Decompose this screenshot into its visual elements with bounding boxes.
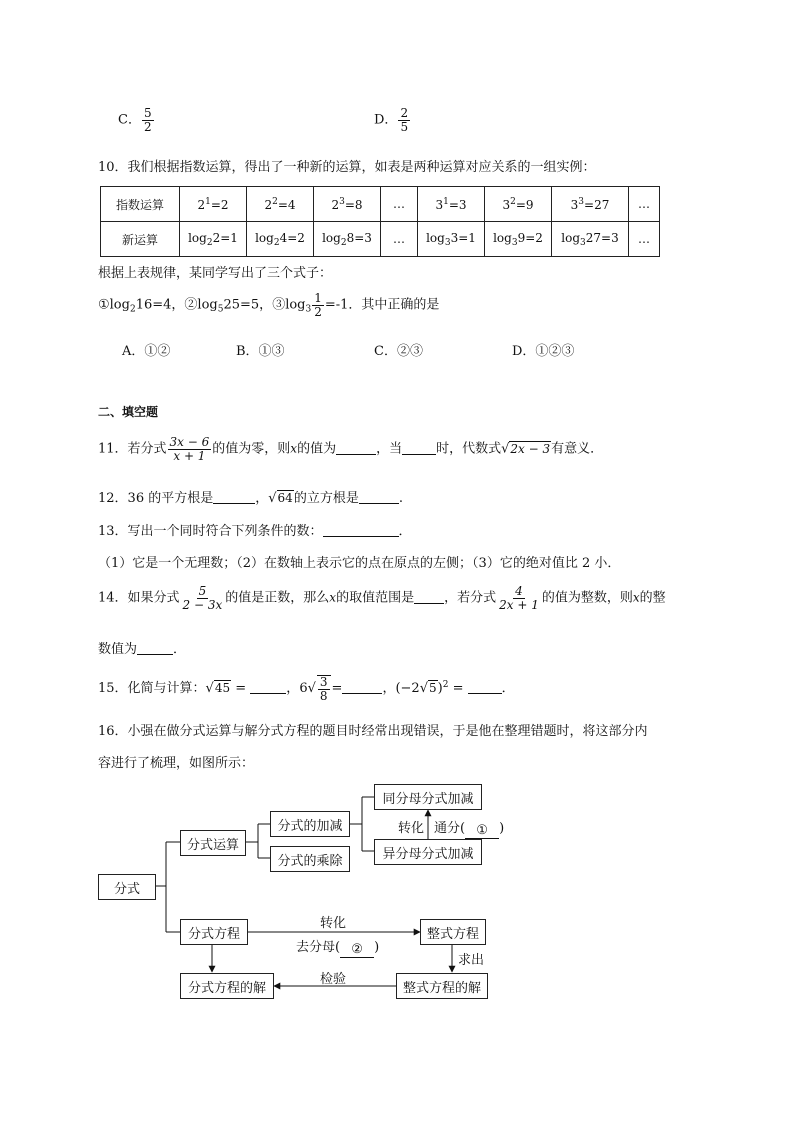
diagram-solve-label: 求出 bbox=[458, 953, 485, 968]
diagram-convert-label-2: 转化 bbox=[320, 916, 347, 931]
qufenmu-close: ) bbox=[374, 940, 380, 955]
frac-denominator: x + 1 bbox=[173, 448, 206, 463]
frac-denominator: 2 bbox=[314, 304, 322, 319]
frac-numerator: 2 bbox=[400, 106, 409, 120]
q14-text: 的取值范围是 bbox=[336, 590, 415, 606]
table-cell: … bbox=[381, 187, 418, 222]
frac-numerator: 3 bbox=[319, 675, 328, 689]
diagram-mul: 分式的乘除 bbox=[270, 846, 350, 872]
table-cell: … bbox=[381, 222, 418, 257]
table-cell: $\log_33=1$ bbox=[418, 222, 485, 257]
table-cell: … bbox=[629, 222, 660, 257]
q14-var: x bbox=[329, 590, 337, 605]
q11-suffix: 有意义． bbox=[551, 441, 604, 457]
q12-prefix: 12．36 的平方根是 bbox=[98, 491, 214, 506]
table-cell: $\log_22=1$ bbox=[180, 222, 247, 257]
q11-radicand: 2x − 3 bbox=[510, 441, 551, 456]
table-cell: … bbox=[629, 187, 660, 222]
q11-prefix: 11．若分式 bbox=[98, 441, 167, 457]
q15-text: = bbox=[331, 681, 343, 697]
q14-text: 数值为 bbox=[98, 642, 138, 657]
q15-text: ， bbox=[382, 681, 396, 697]
q11-text: ，当 bbox=[376, 441, 403, 457]
table-cell: $3^1=3$ bbox=[418, 187, 485, 222]
diagram-check-label: 检验 bbox=[320, 972, 347, 987]
table-cell: $3^3=27$ bbox=[552, 187, 629, 222]
diagram-same: 同分母分式加减 bbox=[374, 784, 482, 810]
q15-text: = bbox=[231, 681, 251, 697]
q11-text: 的值为 bbox=[297, 441, 337, 457]
q12-text: ， bbox=[255, 491, 269, 506]
q13-text: ． bbox=[398, 524, 412, 539]
frac-numerator: 5 bbox=[198, 584, 207, 598]
q15-text: (−2 bbox=[395, 681, 420, 697]
q11-text: 时，代数式 bbox=[436, 441, 502, 457]
row-header: 新运算 bbox=[101, 222, 180, 257]
q15-radicand: 45 bbox=[214, 681, 231, 696]
q14-text: 的值为整数，则 bbox=[541, 590, 633, 606]
diagram-eq: 分式方程 bbox=[180, 919, 248, 945]
q11: 11．若分式 $\frac{3x - 6}{x + 1}$ 的值为零，则x的值为 ，当 时，代数式√2x − 3有意义． bbox=[98, 435, 604, 463]
diagram-convert-label-1: 转化 bbox=[398, 821, 425, 836]
q15-radicand: 5 bbox=[429, 681, 437, 696]
q15-coef: 6 bbox=[299, 681, 308, 697]
q10-followup: 根据上表规律，某同学写出了三个式子： bbox=[98, 266, 333, 281]
frac-numerator: 4 bbox=[515, 584, 523, 598]
diagram-frac-sol: 分式方程的解 bbox=[180, 973, 274, 999]
formula-1: ①log bbox=[98, 297, 130, 313]
q14-text: ． bbox=[173, 642, 187, 657]
diagram-add: 分式的加减 bbox=[270, 811, 350, 837]
q13-line2: （1）它是一个无理数；（2）在数轴上表示它的点在原点的左侧；（3）它的绝对值比 2 小． bbox=[98, 556, 621, 571]
table-cell: $2^2=4$ bbox=[247, 187, 314, 222]
q14-var: x bbox=[632, 590, 640, 605]
q14-text: 的整 bbox=[639, 590, 666, 606]
option-d-label: D． bbox=[374, 112, 398, 128]
q12-radicand: 64 bbox=[277, 491, 293, 505]
q15: 15．化简与计算：√45 = ，6√ $\frac{3}{8}$ = ，$(-2√5)^2$ = ． bbox=[98, 675, 515, 703]
formula-2-base: 5 bbox=[217, 304, 224, 315]
q14-text: ，若分式 bbox=[444, 590, 497, 606]
table-cell: $\log_327=3$ bbox=[552, 222, 629, 257]
diagram-int-eq: 整式方程 bbox=[420, 919, 486, 945]
q15-text: = bbox=[448, 681, 468, 697]
q16-line1: 16．小强在做分式运算与解分式方程的题目时经常出现错误，于是他在整理错题时，将这部分内 bbox=[98, 724, 648, 739]
table-cell: $\log_28=3$ bbox=[314, 222, 381, 257]
answer-blank-1[interactable]: ① bbox=[465, 823, 499, 839]
frac-denominator: 5 bbox=[400, 119, 409, 134]
frac-denominator: 8 bbox=[319, 688, 328, 703]
diagram-op: 分式运算 bbox=[180, 830, 246, 856]
formula-3-rest: =-1．其中正确的是 bbox=[324, 297, 440, 313]
formula-1-base: 2 bbox=[129, 304, 136, 315]
q12: 12．36 的平方根是 ，√64的立方根是 . bbox=[98, 491, 403, 506]
table-cell: $3^2=9$ bbox=[485, 187, 552, 222]
frac-numerator: 3x − 6 bbox=[169, 435, 210, 449]
q15-text: ， bbox=[286, 681, 300, 697]
table-cell: $\log_24=2$ bbox=[247, 222, 314, 257]
q10-stem: 10．我们根据指数运算，得出了一种新的运算，如表是两种运算对应关系的一组实例： bbox=[98, 160, 596, 175]
q15-prefix: 15．化简与计算： bbox=[98, 681, 206, 697]
q11-text: 的值为零，则 bbox=[212, 441, 291, 457]
q15-text: ) bbox=[437, 681, 443, 697]
diagram-tongfen-label bbox=[434, 817, 504, 839]
q16-line2: 容进行了梳理，如图所示： bbox=[98, 756, 255, 771]
q12-text: 的立方根是 bbox=[293, 491, 359, 506]
formula-2: ②log bbox=[184, 297, 218, 313]
tongfen-close: ) bbox=[499, 821, 505, 836]
frac-denominator: 2x + 1 bbox=[499, 597, 539, 612]
formula-3-base: 3 bbox=[305, 304, 312, 315]
formula-2-rest: 25=5， bbox=[223, 297, 273, 313]
diagram-int-sol: 整式方程的解 bbox=[396, 973, 488, 999]
q12-suffix: . bbox=[398, 491, 403, 506]
q13-text: 13．写出一个同时符合下列条件的数： bbox=[98, 524, 323, 539]
formula-3: ③log bbox=[272, 297, 306, 313]
row-header: 指数运算 bbox=[101, 187, 180, 222]
tongfen-text: 通分( bbox=[434, 821, 466, 836]
frac-denominator: 2 − 3x bbox=[182, 597, 223, 612]
q10-option-c: C．②③ bbox=[374, 344, 423, 359]
q10-option-a: A．①② bbox=[122, 344, 171, 359]
q15-exponent: 2 bbox=[442, 680, 449, 691]
option-c-label: C． bbox=[118, 112, 141, 128]
table-cell: $\log_39=2$ bbox=[485, 222, 552, 257]
q10-option-b: B．①③ bbox=[236, 344, 285, 359]
q11-var: x bbox=[290, 441, 298, 456]
table-cell: $2^3=8$ bbox=[314, 187, 381, 222]
diagram-diff: 异分母分式加减 bbox=[374, 839, 482, 865]
q10-option-d: D．①②③ bbox=[512, 344, 575, 359]
frac-denominator: 2 bbox=[143, 119, 152, 134]
diagram-qufenmu-label bbox=[296, 936, 379, 958]
q14-text: 的值是正数，那么 bbox=[225, 590, 330, 606]
q14-prefix: 14．如果分式 bbox=[98, 590, 180, 606]
frac-numerator: 1 bbox=[314, 291, 322, 305]
diagram-root: 分式 bbox=[98, 874, 156, 900]
frac-numerator: 5 bbox=[143, 106, 152, 120]
table-cell: $2^1=2$ bbox=[180, 187, 247, 222]
section-title: 二、填空题 bbox=[98, 405, 159, 419]
answer-blank-2[interactable]: ② bbox=[340, 942, 374, 958]
qufenmu-text: 去分母( bbox=[296, 940, 341, 955]
formula-1-rest: 16=4， bbox=[135, 297, 185, 313]
q15-text: ． bbox=[501, 681, 515, 697]
